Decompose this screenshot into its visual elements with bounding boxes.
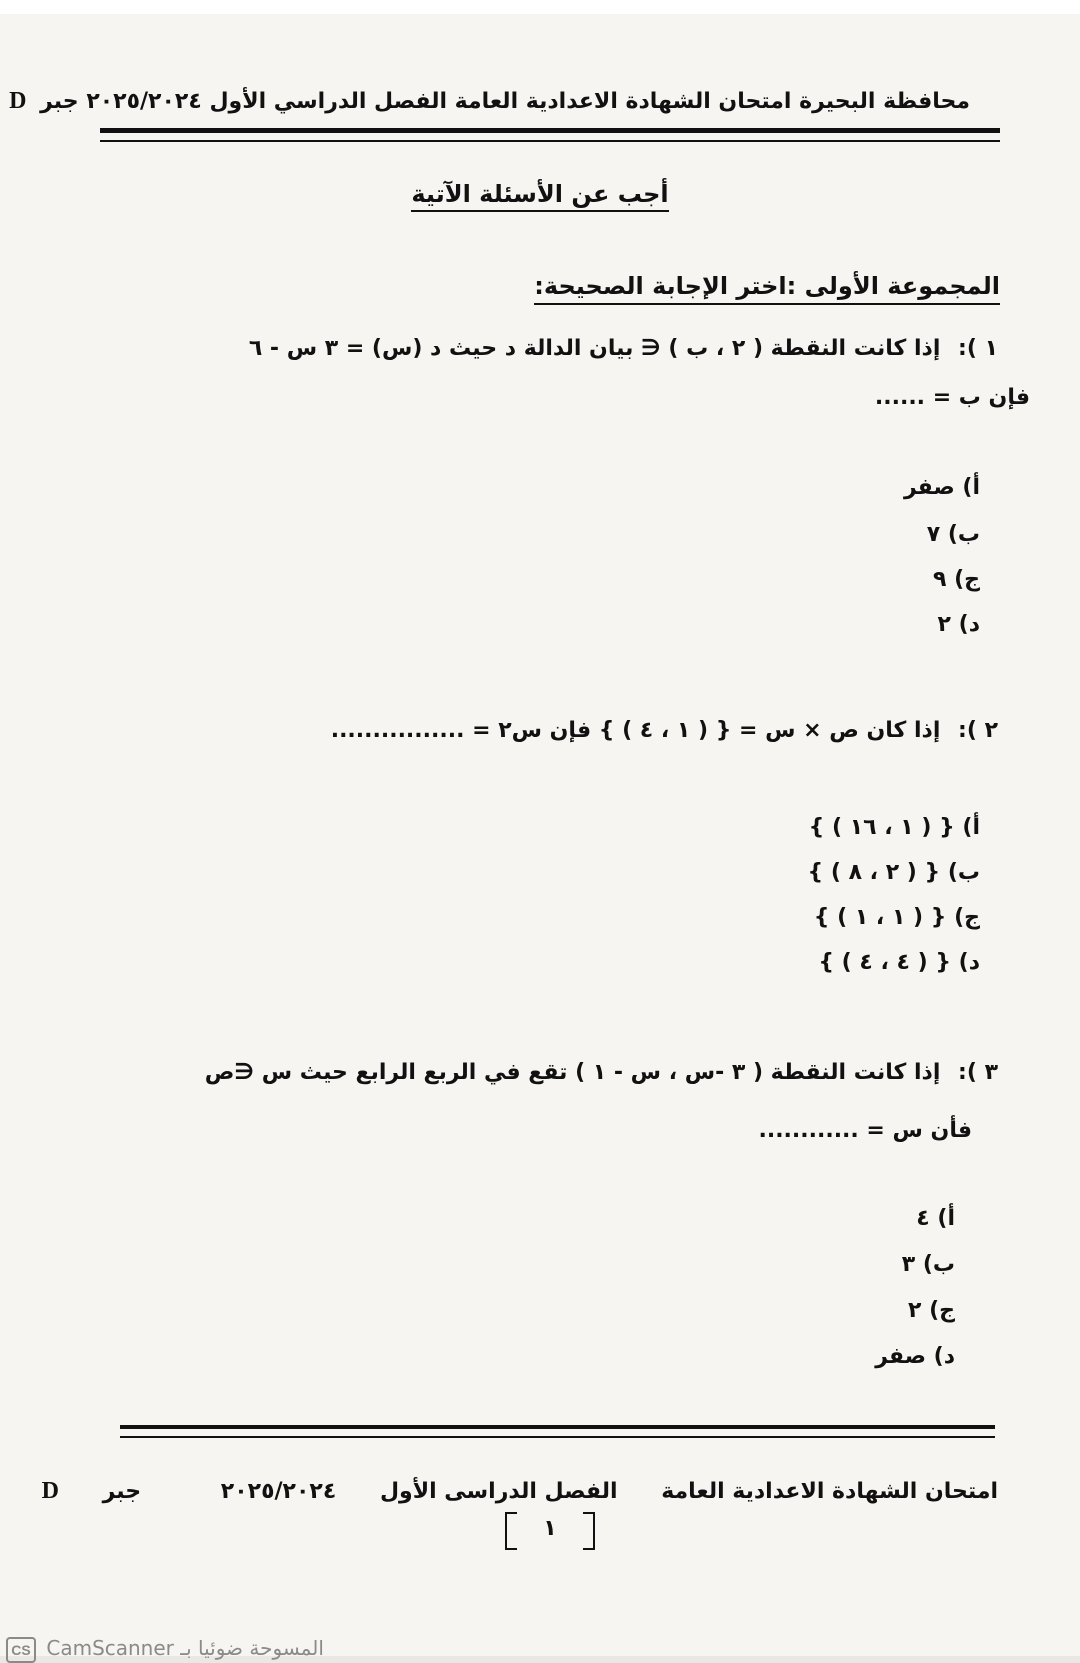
header-title: محافظة البحيرة امتحان الشهادة الاعدادية العامة الفصل الدراسي الأول ٢٠٢٥/٢٠٢٤ جبر xyxy=(40,89,970,114)
question-1-number: ١ ): xyxy=(958,336,998,361)
question-1-option-a: أ) صفر xyxy=(903,475,980,500)
question-2-option-a: أ) { ( ١ ، ١٦ ) } xyxy=(808,815,980,840)
camscanner-text: CamScanner المسوحة ضوئيا بـ xyxy=(46,1636,324,1660)
question-2-option-b: ب) { ( ٢ ، ٨ ) } xyxy=(807,860,980,885)
header-rule-thick xyxy=(100,128,1000,133)
question-3-line-1 xyxy=(205,1060,998,1085)
question-3-text: إذا كانت النقطة ( ٣ -س ، س - ١ ) تقع في الربع الرابع حيث س ∈ص xyxy=(204,1060,941,1085)
question-1-text: إذا كانت النقطة ( ٢ ، ب ) ∈ بيان الدالة د حيث د (س) = ٣ س - ٦ xyxy=(248,336,941,361)
question-1-option-c: ج) ٩ xyxy=(932,567,980,592)
question-2-line-1 xyxy=(331,718,998,743)
question-3-line-2: فأن س = ............ xyxy=(758,1118,972,1143)
footer-version: D xyxy=(41,1478,59,1504)
question-1-option-b: ب) ٧ xyxy=(926,522,980,547)
question-2-option-c: ج) { ( ١ ، ١ ) } xyxy=(813,905,980,930)
instruction xyxy=(0,180,1080,208)
scan-top-edge xyxy=(0,0,1080,14)
footer-subject: جبر xyxy=(102,1479,142,1504)
footer-exam: امتحان الشهادة الاعدادية العامة xyxy=(661,1479,998,1504)
question-1-line-2: فإن ب = ...... xyxy=(874,385,1030,410)
question-3-number: ٣ ): xyxy=(958,1060,998,1085)
footer-year: ٢٠٢٥/٢٠٢٤ xyxy=(220,1479,337,1504)
group-title xyxy=(534,272,1000,300)
question-2-option-d: د) { ( ٤ ، ٤ ) } xyxy=(818,950,980,975)
question-1-line-1 xyxy=(249,336,998,361)
footer-rule-thin xyxy=(120,1436,995,1438)
question-3-option-b: ب) ٣ xyxy=(901,1252,955,1277)
camscanner-watermark xyxy=(6,1636,324,1663)
header-rule-thin xyxy=(100,140,1000,142)
exam-header xyxy=(9,88,970,115)
instruction-text: أجب عن الأسئلة الآتية xyxy=(411,180,668,212)
group-title-text: المجموعة الأولى :اختر الإجابة الصحيحة: xyxy=(534,272,1000,305)
question-3-option-c: ج) ٢ xyxy=(907,1298,955,1323)
question-3-option-d: د) صفر xyxy=(875,1344,955,1369)
camscanner-logo-icon: CS xyxy=(6,1637,36,1663)
question-3-option-a: أ) ٤ xyxy=(916,1206,955,1231)
page-number: ١ xyxy=(505,1510,595,1548)
footer-rule-thick xyxy=(120,1425,995,1429)
question-1-option-d: د) ٢ xyxy=(937,612,980,637)
question-2-text: إذا كان ص × س = { ( ١ ، ٤ ) } فإن س٢ = ................ xyxy=(330,718,941,743)
question-2-number: ٢ ): xyxy=(958,718,998,743)
exam-footer xyxy=(41,1478,998,1505)
header-version: D xyxy=(9,88,27,114)
footer-term: الفصل الدراسى الأول xyxy=(379,1479,618,1504)
